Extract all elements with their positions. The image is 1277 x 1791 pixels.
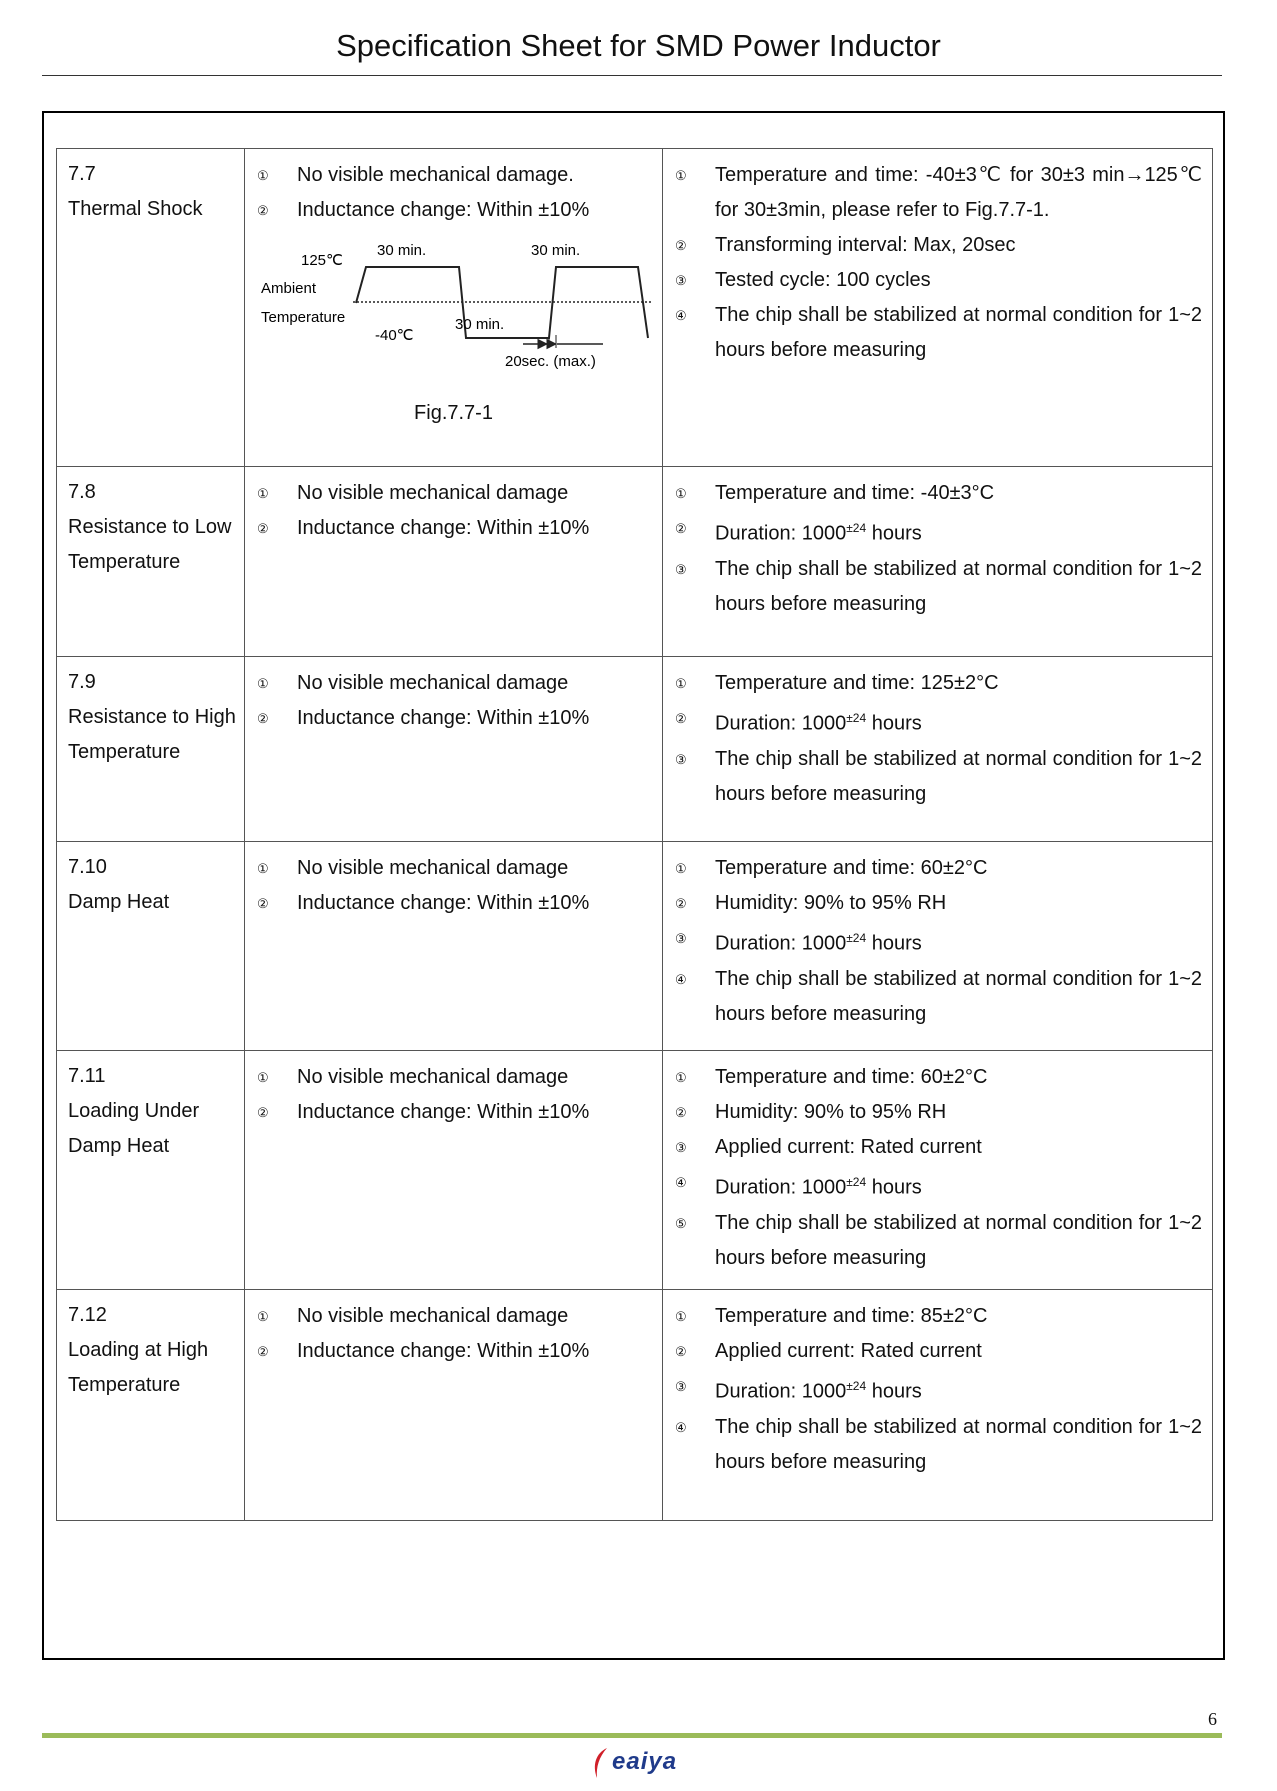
circled-number-marker: ② — [675, 238, 687, 253]
item-text: Duration: $1000^{\pm 24}$ hours — [715, 711, 922, 735]
circled-number-marker: ① — [675, 486, 687, 501]
company-logo — [590, 1745, 680, 1781]
circled-number-marker: ① — [257, 486, 269, 501]
requirement-cell — [245, 467, 663, 657]
bullet-list — [663, 657, 1212, 812]
list-item — [257, 158, 652, 193]
test-number: 7.12 — [68, 1304, 107, 1326]
item-text: Tested cycle: 100 cycles — [715, 269, 931, 291]
item-text: No visible mechanical damage — [297, 672, 569, 694]
bullet-list — [663, 842, 1212, 1032]
test-name: Thermal Shock — [68, 198, 203, 220]
circled-number-marker: ③ — [675, 273, 687, 288]
list-item — [257, 1299, 652, 1334]
list-item — [675, 921, 1202, 962]
condition-cell — [663, 657, 1213, 842]
list-item — [257, 886, 652, 921]
item-text: The chip shall be stabilized at normal condition for 1~2 hours before measuring — [715, 747, 1202, 805]
list-item — [257, 851, 652, 886]
test-number: 7.11 — [68, 1065, 106, 1087]
list-item — [675, 851, 1202, 886]
high-temp-label: 125℃ — [301, 252, 343, 269]
logo-swoosh-icon — [590, 1745, 610, 1781]
item-text: Duration: $1000^{\pm 24}$ hours — [715, 931, 922, 955]
list-item — [675, 263, 1202, 298]
page-number: 6 — [1208, 1709, 1217, 1729]
table-row — [57, 149, 1213, 467]
circled-number-marker: ② — [675, 521, 687, 536]
item-text: Duration: $1000^{\pm 24}$ hours — [715, 1175, 922, 1199]
table-row — [57, 842, 1213, 1051]
table-row — [57, 657, 1213, 842]
circled-number-marker: ④ — [675, 1419, 687, 1435]
circled-number-marker: ① — [257, 1070, 269, 1085]
test-name: Loading at High — [68, 1339, 209, 1361]
circled-number-marker: ① — [675, 1070, 687, 1085]
test-name: Temperature — [68, 741, 181, 763]
test-name: Damp Heat — [68, 891, 170, 913]
spec-table-body — [57, 149, 1213, 1521]
list-item — [257, 1334, 652, 1369]
item-text: The chip shall be stabilized at normal condition for 1~2 hours before measuring — [715, 557, 1202, 615]
footer-rule — [42, 1733, 1222, 1738]
item-text: Applied current: Rated current — [715, 1136, 982, 1158]
circled-number-marker: ④ — [675, 308, 687, 323]
circled-number-marker: ② — [257, 896, 269, 911]
item-text: The chip shall be stabilized at normal condition for 1~2 hours before measuring — [715, 1415, 1202, 1473]
test-name: Damp Heat — [68, 1135, 170, 1157]
ambient-label: Ambient — [261, 280, 317, 297]
thermal-shock-diagram — [253, 230, 653, 400]
circled-number-marker: ③ — [675, 1140, 687, 1155]
table-row — [57, 1290, 1213, 1521]
circled-number-marker: ② — [257, 1344, 269, 1359]
list-item — [675, 228, 1202, 263]
circled-number-marker: ④ — [675, 971, 687, 987]
test-id-cell — [57, 1290, 245, 1521]
test-id-cell — [57, 657, 245, 842]
item-text: No visible mechanical damage — [297, 857, 569, 879]
bullet-list — [245, 842, 662, 921]
item-text: Inductance change: Within ±10% — [297, 199, 590, 221]
bullet-list — [245, 1051, 662, 1130]
item-text: Temperature and time: -40±3°C — [715, 482, 995, 504]
test-id-cell — [57, 467, 245, 657]
test-number: 7.7 — [68, 163, 96, 185]
test-name: Resistance to High — [68, 706, 236, 728]
bullet-list — [245, 149, 662, 228]
test-id-cell — [57, 842, 245, 1051]
item-text: Applied current: Rated current — [715, 1340, 982, 1362]
list-item — [675, 1165, 1202, 1206]
item-text: Transforming interval: Max, 20sec — [715, 234, 1016, 256]
bullet-list — [245, 1290, 662, 1369]
item-text: The chip shall be stabilized at normal condition for 1~2 hours before measuring — [715, 1211, 1202, 1269]
condition-cell — [663, 842, 1213, 1051]
bullet-list — [663, 1290, 1212, 1480]
list-item — [675, 1334, 1202, 1369]
table-row — [57, 467, 1213, 657]
test-id-cell — [57, 149, 245, 467]
item-text: Humidity: 90% to 95% RH — [715, 892, 947, 914]
circled-number-marker: ② — [675, 896, 687, 911]
circled-number-marker: ① — [675, 861, 687, 876]
thermal-shock-figure — [245, 230, 662, 430]
list-item — [675, 1369, 1202, 1410]
list-item — [675, 1206, 1202, 1276]
circled-number-marker: ① — [257, 676, 269, 691]
circled-number-marker: ② — [257, 711, 269, 726]
item-text: Inductance change: Within ±10% — [297, 707, 590, 729]
test-number: 7.8 — [68, 481, 96, 503]
item-text: Temperature and time: -40±3℃ for 30±3 min→125℃ for 30±3min, please refer to Fig.7.7-1. — [715, 164, 1202, 221]
circled-number-marker: ① — [257, 168, 269, 183]
bullet-list — [245, 467, 662, 546]
circled-number-marker: ① — [675, 168, 687, 183]
circled-number-marker: ① — [257, 861, 269, 876]
test-name: Temperature — [68, 1374, 181, 1396]
dwell-label-a: 30 min. — [377, 242, 427, 259]
bullet-list — [663, 1051, 1212, 1276]
list-item — [257, 666, 652, 701]
item-text: Inductance change: Within ±10% — [297, 1340, 590, 1362]
item-text: No visible mechanical damage — [297, 1305, 569, 1327]
list-item — [675, 552, 1202, 622]
list-item — [675, 886, 1202, 921]
list-item — [675, 1060, 1202, 1095]
item-text: Temperature and time: 60±2°C — [715, 1066, 988, 1088]
test-id-cell — [57, 1051, 245, 1290]
bullet-list — [245, 657, 662, 736]
condition-cell — [663, 149, 1213, 467]
test-number: 7.10 — [68, 856, 107, 878]
test-name: Resistance to Low — [68, 516, 232, 538]
list-item — [257, 701, 652, 736]
item-text: Inductance change: Within ±10% — [297, 892, 590, 914]
circled-number-marker: ② — [675, 1344, 687, 1359]
circled-number-marker: ③ — [675, 751, 687, 767]
list-item — [257, 1060, 652, 1095]
dwell-label-b: 30 min. — [531, 242, 581, 259]
circled-number-marker: ② — [257, 521, 269, 536]
item-text: Inductance change: Within ±10% — [297, 517, 590, 539]
list-item — [257, 476, 652, 511]
list-item — [675, 1095, 1202, 1130]
circled-number-marker: ④ — [675, 1175, 687, 1190]
table-row — [57, 1051, 1213, 1290]
bullet-list — [663, 149, 1212, 368]
condition-cell — [663, 1051, 1213, 1290]
list-item — [257, 1095, 652, 1130]
circled-number-marker: ① — [257, 1309, 269, 1324]
list-item — [675, 666, 1202, 701]
circled-number-marker: ⑤ — [675, 1215, 687, 1231]
list-item — [257, 511, 652, 546]
requirement-cell — [245, 842, 663, 1051]
requirement-cell — [245, 1290, 663, 1521]
page-title: Specification Sheet for SMD Power Inductor — [336, 28, 941, 63]
transfer-time-label: 20sec. (max.) — [505, 353, 596, 370]
circled-number-marker: ① — [675, 1309, 687, 1324]
list-item — [675, 742, 1202, 812]
requirement-cell — [245, 149, 663, 467]
list-item — [675, 476, 1202, 511]
condition-cell — [663, 1290, 1213, 1521]
item-text: No visible mechanical damage — [297, 482, 569, 504]
condition-cell — [663, 467, 1213, 657]
circled-number-marker: ① — [675, 676, 687, 691]
list-item — [675, 1130, 1202, 1165]
test-name: Temperature — [68, 551, 181, 573]
circled-number-marker: ③ — [675, 931, 687, 946]
list-item — [675, 158, 1202, 228]
list-item — [675, 511, 1202, 552]
item-text: No visible mechanical damage. — [297, 164, 574, 186]
figure-caption: Fig.7.7-1 — [414, 402, 493, 424]
item-text: No visible mechanical damage — [297, 1066, 569, 1088]
list-item — [675, 1410, 1202, 1480]
circled-number-marker: ② — [257, 1105, 269, 1120]
test-name: Loading Under — [68, 1100, 200, 1122]
title-rule — [42, 75, 1222, 76]
bullet-list — [663, 467, 1212, 622]
circled-number-marker: ③ — [675, 1379, 687, 1394]
list-item — [675, 298, 1202, 368]
item-text: The chip shall be stabilized at normal condition for 1~2 hours before measuring — [715, 967, 1202, 1025]
circled-number-marker: ② — [675, 711, 687, 726]
requirement-cell — [245, 657, 663, 842]
item-text: Temperature and time: 85±2°C — [715, 1305, 988, 1327]
test-number: 7.9 — [68, 671, 96, 693]
list-item — [257, 193, 652, 228]
list-item — [675, 962, 1202, 1032]
item-text: Duration: $1000^{\pm 24}$ hours — [715, 1379, 922, 1403]
requirement-cell — [245, 1051, 663, 1290]
logo-text: eaiya — [612, 1748, 678, 1775]
temperature-label: Temperature — [261, 309, 346, 326]
circled-number-marker: ③ — [675, 561, 687, 577]
item-text: Temperature and time: 60±2°C — [715, 857, 988, 879]
circled-number-marker: ② — [675, 1105, 687, 1120]
item-text: Inductance change: Within ±10% — [297, 1101, 590, 1123]
circled-number-marker: ② — [257, 203, 269, 218]
item-text: Humidity: 90% to 95% RH — [715, 1101, 947, 1123]
spec-table — [56, 148, 1213, 1521]
list-item — [675, 701, 1202, 742]
item-text: Duration: $1000^{\pm 24}$ hours — [715, 521, 922, 545]
dwell-label-c: 30 min. — [455, 316, 505, 333]
item-text: The chip shall be stabilized at normal condition for 1~2 hours before measuring — [715, 304, 1202, 361]
list-item — [675, 1299, 1202, 1334]
low-temp-label: -40℃ — [375, 327, 414, 344]
item-text: Temperature and time: 125±2°C — [715, 672, 999, 694]
